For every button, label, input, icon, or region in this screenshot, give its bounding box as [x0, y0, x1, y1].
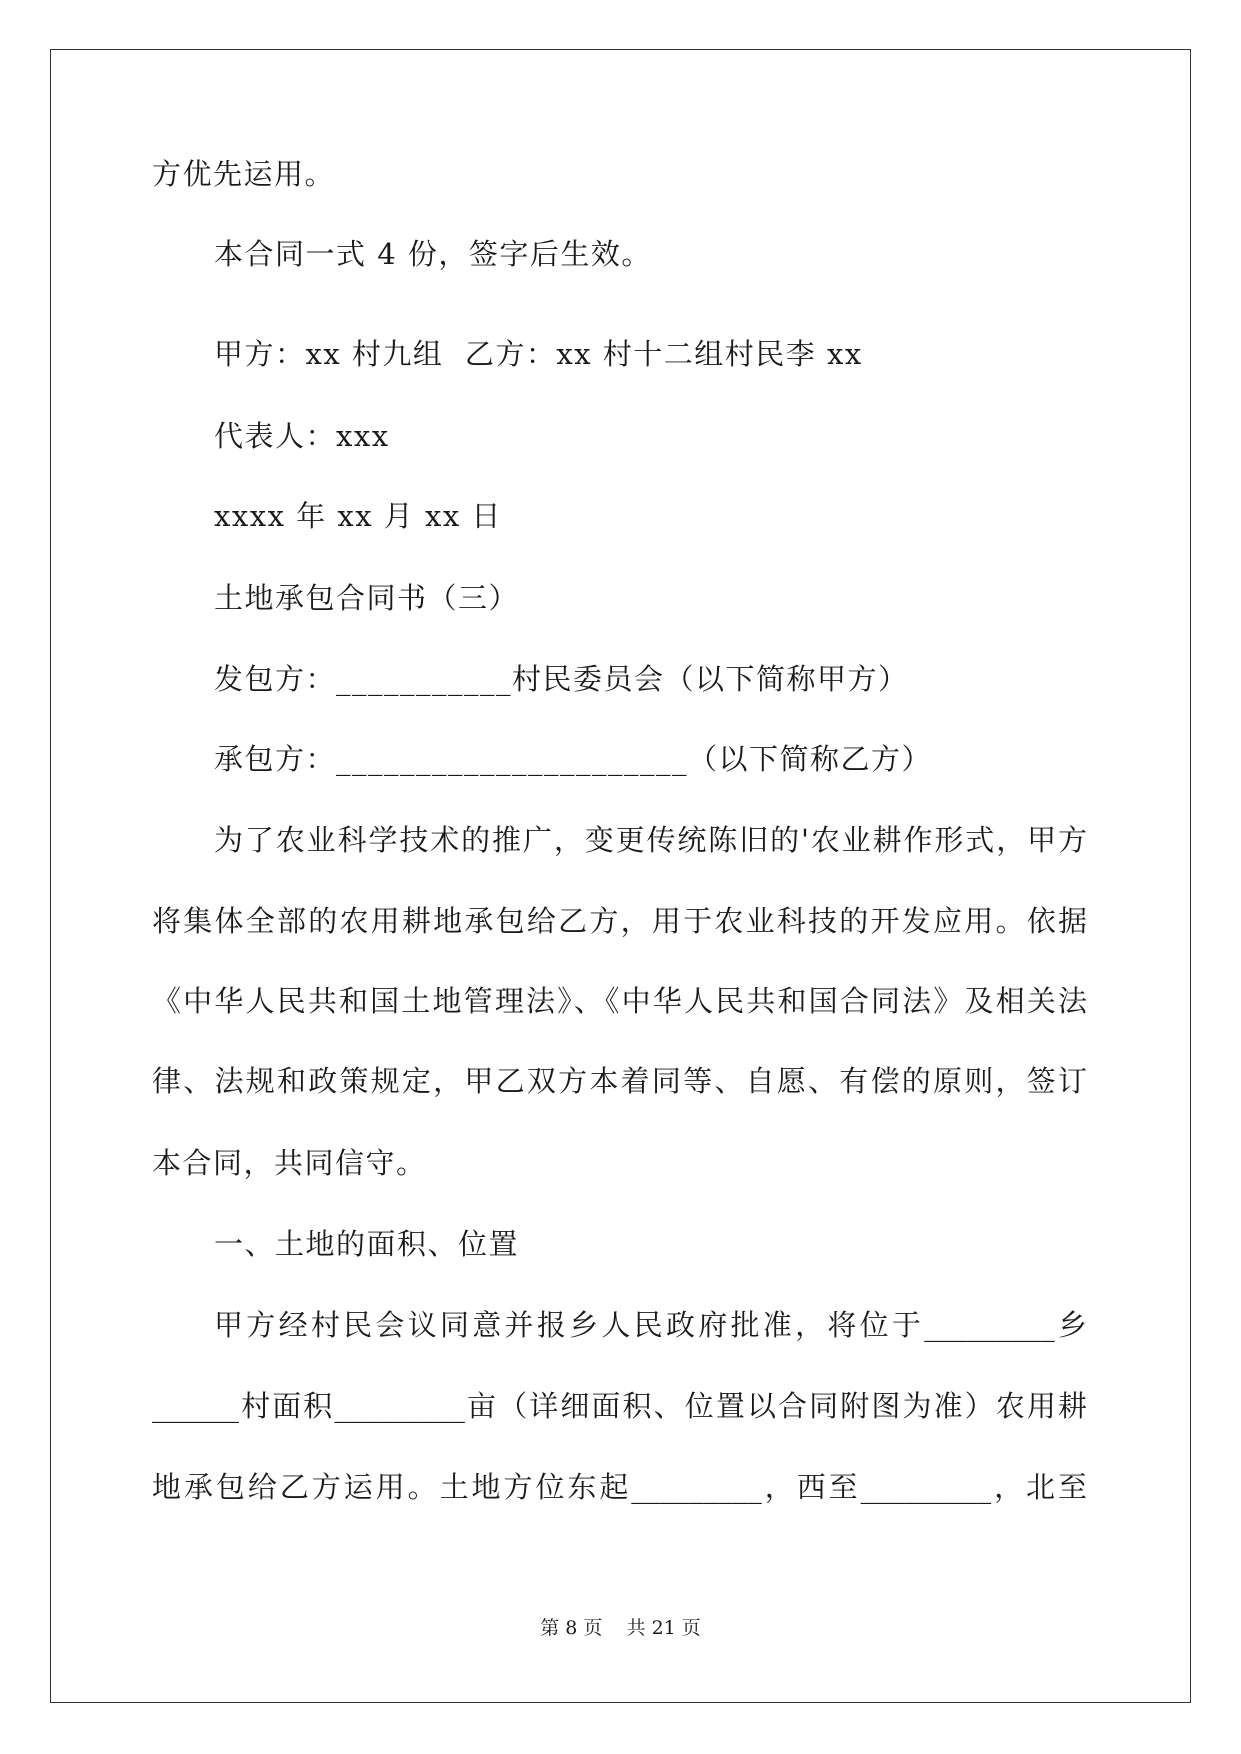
contract-issuer: 发包方：___________村民委员会（以下简称甲方）	[214, 662, 909, 696]
contract-contractor: 承包方：______________________（以下简称乙方）	[214, 742, 933, 776]
representative: 代表人：xxx	[214, 419, 390, 453]
text-line-2: 本合同一式 4 份，签字后生效。	[214, 237, 652, 271]
paragraph-line-1: 为了农业科学技术的推广，变更传统陈旧的'农业耕作形式，甲方	[214, 823, 1087, 857]
text-line-1: 方优先运用。	[152, 157, 336, 191]
section-title: 土地承包合同书（三）	[214, 581, 520, 615]
clause-line-3: 地承包给乙方运用。土地方位东起_________，西至_________，北至	[152, 1470, 1087, 1504]
page-border	[50, 49, 1191, 1703]
clause-line-2: ______村面积_________亩（详细面积、位置以合同附图为准）农用耕	[152, 1389, 1087, 1423]
paragraph-line-5: 本合同，共同信守。	[152, 1146, 427, 1180]
page-number-footer: 第 8 页 共 21 页	[540, 1617, 701, 1639]
paragraph-line-2: 将集体全部的农用耕地承包给乙方，用于农业科技的开发应用。依据	[152, 904, 1087, 938]
paragraph-line-3: 《中华人民共和国土地管理法》、《中华人民共和国合同法》及相关法	[152, 984, 1087, 1018]
signature-parties: 甲方：xx 村九组 乙方：xx 村十二组村民李 xx	[214, 337, 863, 371]
date-line: xxxx 年 xx 月 xx 日	[214, 499, 502, 533]
clause-heading: 一、土地的面积、位置	[214, 1227, 520, 1261]
clause-line-1: 甲方经村民会议同意并报乡人民政府批准，将位于_________乡	[214, 1308, 1087, 1342]
paragraph-line-4: 律、法规和政策规定，甲乙双方本着同等、自愿、有偿的原则，签订	[152, 1064, 1087, 1098]
